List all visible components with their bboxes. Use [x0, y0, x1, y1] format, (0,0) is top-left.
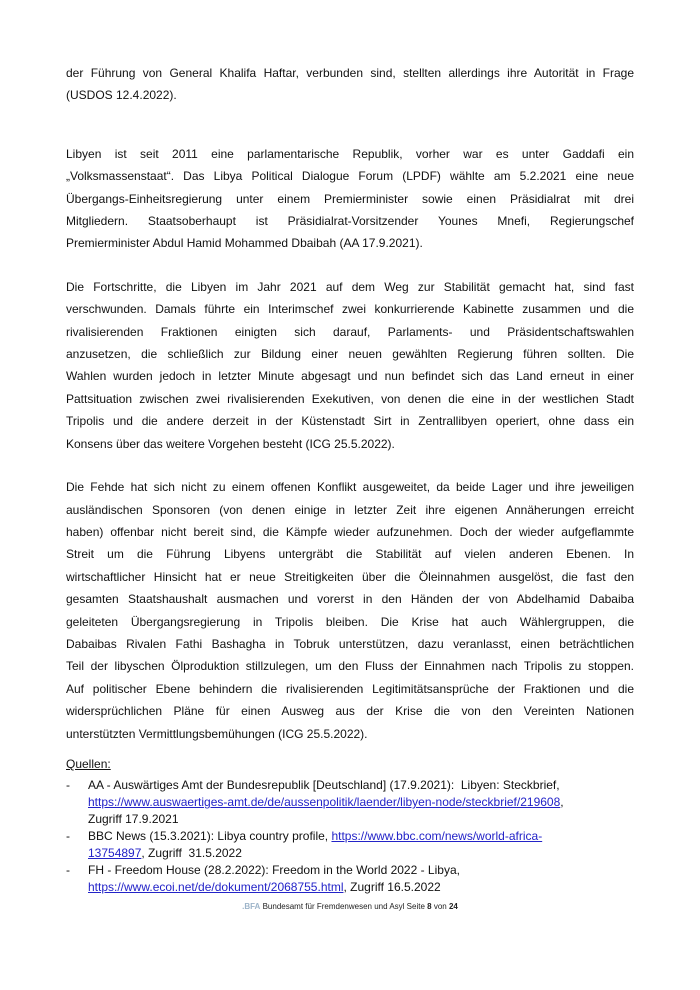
paragraph-line: Streit um die Führung Libyens untergräbt die Stabilität auf vielen anderen Ebenen. In — [66, 547, 634, 562]
paragraph-line: wirtschaftlicher Hinsicht hat er neue Streitigkeiten über die Öleinnahmen ausgelöst, die fast den — [66, 569, 634, 584]
source-item — [66, 862, 634, 896]
paragraph-line: anzusetzen, die schließlich zur Bildung einer neuen gewählten Regierung führen sollten. Die — [66, 347, 634, 362]
source-link[interactable]: https://www.auswaertiges-amt.de/de/aussenpolitik/laender/libyen-node/steckbrief/219608 — [88, 795, 561, 810]
source-bullet: - — [66, 829, 70, 844]
document-content — [66, 0, 634, 896]
bfa-logo: .BFA — [242, 902, 261, 911]
source-line — [88, 777, 634, 794]
source-item — [66, 828, 634, 862]
paragraph-line: Teil der libyschen Ölproduktion stillzulegen, um den Fluss der Einnahmen nach Tripolis zu stoppen. — [66, 659, 634, 674]
paragraph-line: rivalisierenden Fraktionen einigten sich darauf, Parlaments- und Präsidentschaftswahlen — [66, 324, 634, 339]
source-line — [88, 794, 634, 811]
source-text: BBC News (15.3.2021): Libya country profile, — [88, 829, 332, 844]
footer-of-label: von — [433, 902, 447, 911]
page-footer — [0, 900, 700, 914]
paragraph-line: Auf politischer Ebene behindern die rivalisierenden Legitimitätsansprüche der Fraktionen und die — [66, 681, 634, 696]
paragraph-line: Tripolis und die andere derzeit in der Küstenstadt Sirt in Zentrallibyen operiert, ohne dass ein — [66, 414, 634, 429]
paragraph-line: Wahlen wurden jedoch in letzter Minute abgesagt und nun befindet sich das Land erneut in einer — [66, 369, 634, 384]
paragraph-line: widersprüchlichen Pläne für einen Ausweg aus der Krise die von den Vereinten Nationen — [66, 704, 634, 719]
source-item — [66, 777, 634, 828]
footer-org-name: Bundesamt für Fremdenwesen und Asyl — [262, 902, 405, 911]
paragraph-line: geleiteten Übergangsregierung in Tripolis bleiben. Die Krise hat auch Wählergruppen, die — [66, 614, 634, 629]
paragraph-line: Die Fehde hat sich nicht zu einem offenen Konflikt ausgeweitet, da beide Lager und ihre jeweiligen — [66, 480, 634, 495]
source-text: , Zugriff 31.5.2022 — [141, 846, 242, 861]
paragraph-line: Libyen ist seit 2011 eine parlamentarische Republik, vorher war es unter Gaddafi ein — [66, 146, 634, 161]
document-paragraphs — [66, 62, 634, 745]
paragraph-line: ausländischen Sponsoren (von denen einige in letzter Zeit ihre eigenen Annäherungen erreicht — [66, 502, 634, 517]
paragraph — [66, 143, 634, 255]
source-line — [88, 828, 634, 845]
paragraph — [66, 476, 634, 745]
paragraph-line: Übergangs-Einheitsregierung unter einem Premierminister sowie einen Präsidialrat mit drei — [66, 191, 634, 206]
sources-list — [66, 777, 634, 896]
source-bullet: - — [66, 863, 70, 878]
footer-page-number: 8 — [427, 902, 432, 911]
paragraph-line: Premierminister Abdul Hamid Mohammed Dbaibah (AA 17.9.2021). — [66, 236, 423, 251]
source-link[interactable]: 13754897 — [88, 846, 142, 861]
paragraph-line: verschwunden. Damals führte ein Interimschef zwei konkurrierende Kabinette zusammen und die — [66, 302, 634, 317]
paragraph-line: (USDOS 12.4.2022). — [66, 88, 177, 103]
source-text: FH - Freedom House (28.2.2022): Freedom in the World 2022 - Libya, — [88, 863, 460, 878]
paragraph — [66, 276, 634, 455]
sources-heading: Quellen: — [66, 756, 111, 771]
paragraph-line: „Volksmassenstaat“. Das Libya Political Dialogue Forum (LPDF) wählte am 5.2.2021 eine neue — [66, 169, 634, 184]
footer-page-label: Seite — [406, 902, 425, 911]
source-line — [88, 845, 634, 862]
paragraph-line: Dabaibas Rivalen Fathi Bashagha in Tobruk unterstützen, dazu veranlasst, einen beträchtlichen — [66, 636, 634, 651]
paragraph-line: unterstützten Vermittlungsbemühungen (ICG 25.5.2022). — [66, 726, 368, 741]
paragraph-line: Pattsituation zwischen zwei rivalisierenden Exekutiven, von denen die eine in der westlichen Stadt — [66, 391, 634, 406]
source-link[interactable]: https://www.bbc.com/news/world-africa- — [331, 829, 543, 844]
paragraph — [66, 62, 634, 107]
source-bullet: - — [66, 778, 70, 793]
source-text: Zugriff 17.9.2021 — [88, 812, 179, 827]
paragraph-line: haben) offenbar nicht bereit sind, die Kämpfe wieder aufzunehmen. Doch der wieder aufgeflammte — [66, 524, 634, 539]
paragraph-line: Die Fortschritte, die Libyen im Jahr 2021 auf dem Weg zur Stabilität gemacht hat, sind fast — [66, 279, 634, 294]
paragraph-line: Mitgliedern. Staatsoberhaupt ist Präsidialrat-Vorsitzender Younes Mnefi, Regierungschef — [66, 214, 634, 229]
paragraph-line: der Führung von General Khalifa Haftar, verbunden sind, stellten allerdings ihre Autorität in Frage — [66, 66, 634, 80]
source-link[interactable]: https://www.ecoi.net/de/dokument/2068755.html — [88, 880, 344, 895]
source-line — [88, 811, 634, 828]
paragraph-line: gesamten Staatshaushalt ausmachen und vorerst in den Händen der von Abdelhamid Dabaiba — [66, 592, 634, 607]
source-line — [88, 879, 634, 896]
paragraph-line: Konsens über das weitere Vorgehen besteht (ICG 25.5.2022). — [66, 436, 395, 451]
footer-page-total: 24 — [448, 902, 458, 911]
source-text: AA - Auswärtiges Amt der Bundesrepublik [Deutschland] (17.9.2021): Libyen: Steckbrief, — [88, 778, 560, 793]
source-line — [88, 862, 634, 879]
source-text: , Zugriff 16.5.2022 — [343, 880, 441, 895]
source-text: , — [560, 795, 564, 810]
